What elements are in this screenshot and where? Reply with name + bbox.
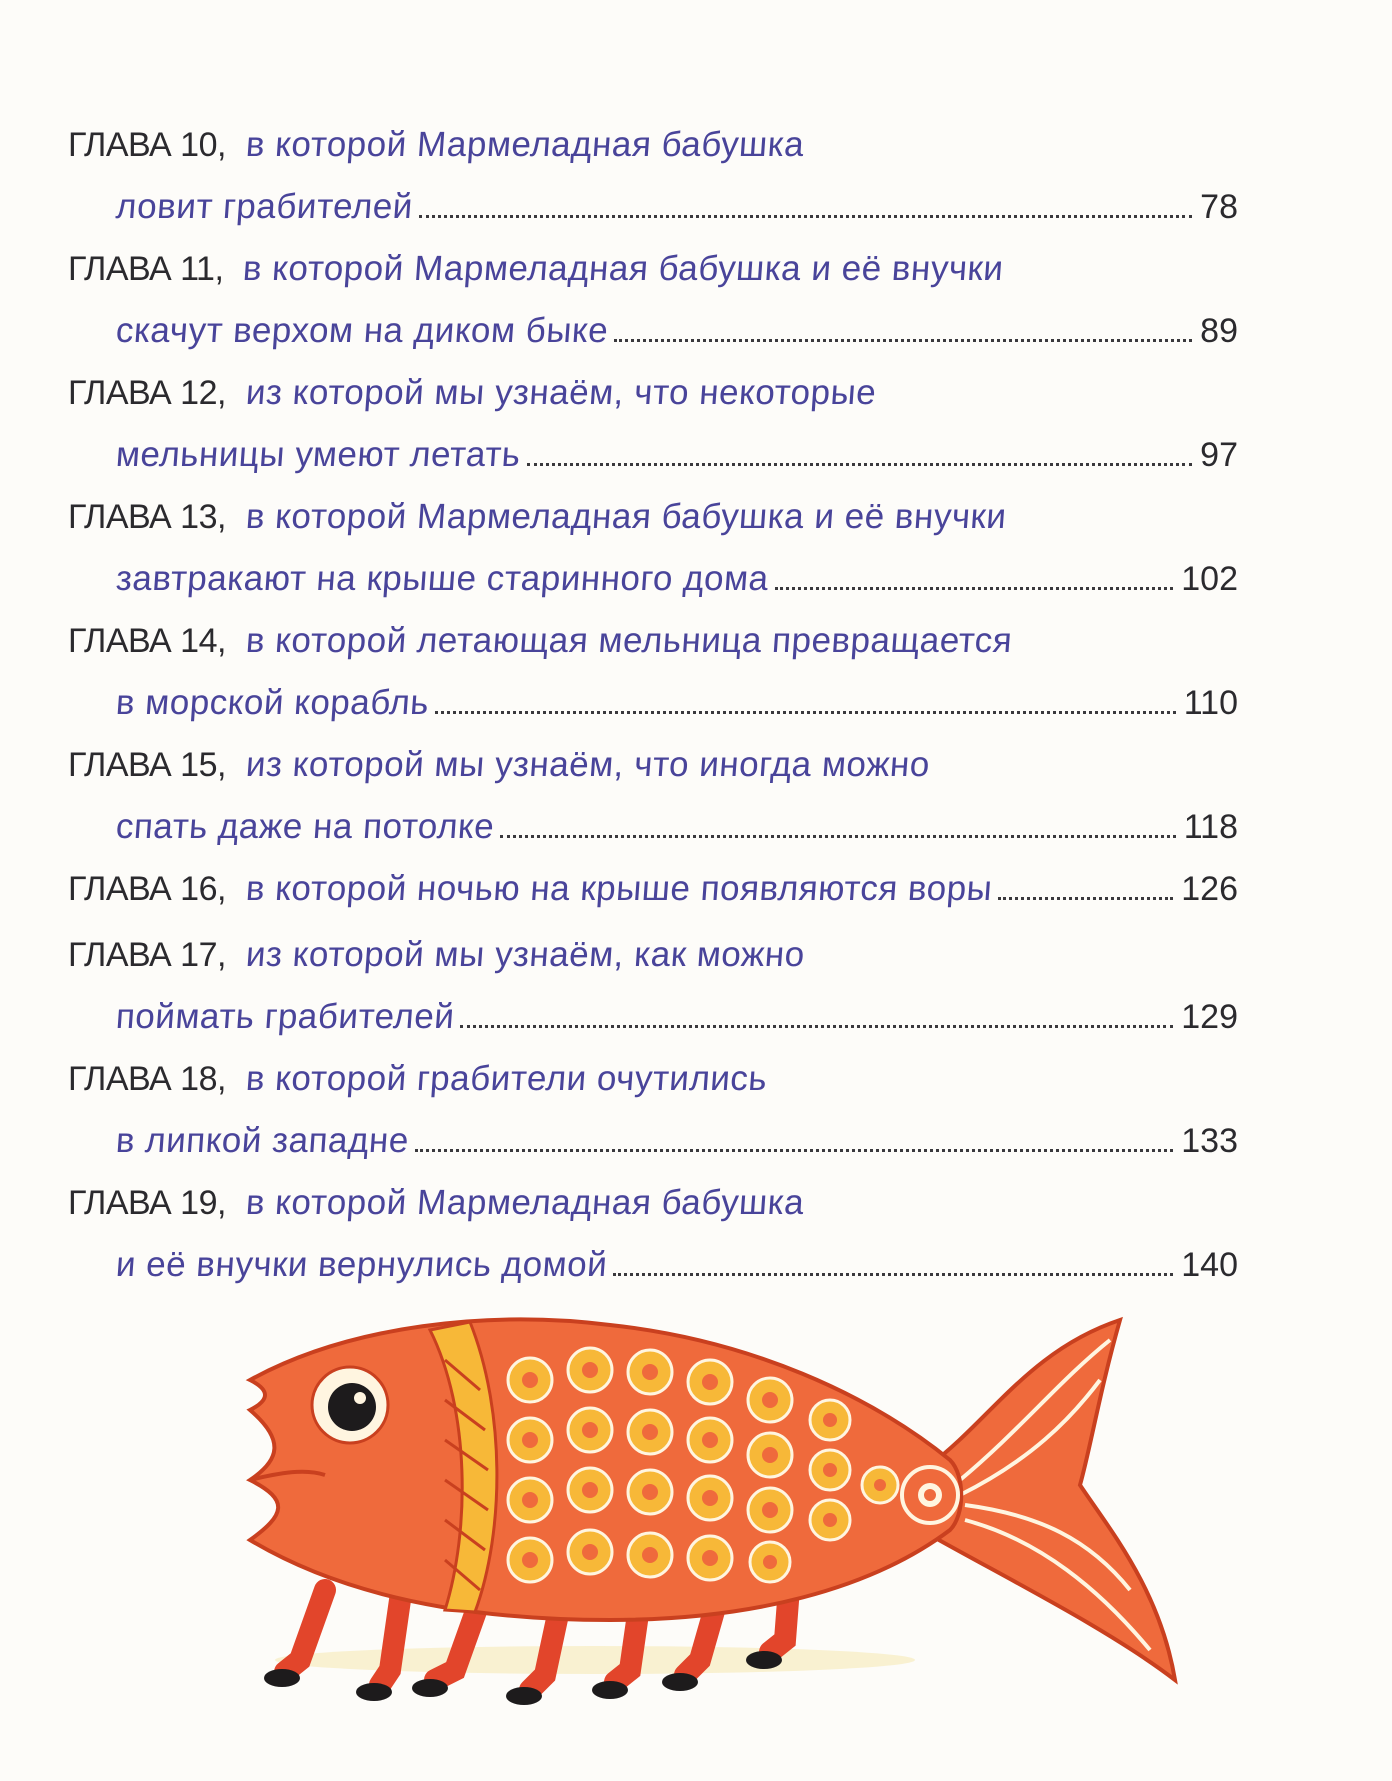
chapter-title-line1: в которой Мармеладная бабушка	[244, 1183, 806, 1222]
dot-leader	[527, 463, 1193, 466]
table-of-contents	[68, 112, 1238, 1294]
chapter-number: ГЛАВА 14,	[68, 622, 226, 660]
chapter-title-line2: и её внучки вернулись домой	[114, 1245, 609, 1284]
dot-leader	[460, 1025, 1173, 1028]
toc-entry-17	[68, 922, 1238, 1046]
chapter-title-line1: в которой летающая мельница превращается	[244, 621, 1014, 660]
chapter-title-line2: скачут верхом на диком быке	[114, 311, 610, 350]
chapter-title-line1: из которой мы узнаём, что иногда можно	[244, 745, 932, 784]
page-number: 97	[1200, 436, 1238, 474]
chapter-title-line2: в липкой западне	[114, 1121, 411, 1160]
chapter-number: ГЛАВА 13,	[68, 498, 226, 536]
chapter-number: ГЛАВА 11,	[68, 250, 224, 288]
chapter-number: ГЛАВА 19,	[68, 1184, 226, 1222]
dot-leader	[614, 339, 1192, 342]
dot-leader	[775, 587, 1174, 590]
chapter-title-line1: в которой грабители очутились	[244, 1059, 769, 1098]
dot-leader	[415, 1149, 1173, 1152]
chapter-title-line2: мельницы умеют летать	[114, 435, 522, 474]
chapter-number: ГЛАВА 16,	[68, 870, 226, 908]
chapter-title-line2: поймать грабителей	[114, 997, 456, 1036]
toc-entry-19	[68, 1170, 1238, 1294]
chapter-title-line1: в которой Мармеладная бабушка и её внучки	[244, 497, 1008, 536]
page-number: 78	[1200, 188, 1238, 226]
chapter-title-line2: завтракают на крыше старинного дома	[114, 559, 771, 598]
dot-leader	[435, 711, 1176, 714]
page-number: 126	[1181, 870, 1238, 908]
toc-entry-12	[68, 360, 1238, 484]
page-number: 129	[1181, 998, 1238, 1036]
walking-fish-illustration	[230, 1300, 1180, 1720]
toc-entry-18	[68, 1046, 1238, 1170]
fish-tail	[930, 1320, 1175, 1680]
chapter-title-line1: в которой Мармеладная бабушка и её внучки	[242, 249, 1006, 288]
page-number: 89	[1200, 312, 1238, 350]
toc-entry-16	[68, 856, 1238, 922]
toc-entry-14	[68, 608, 1238, 732]
page-number: 118	[1183, 808, 1238, 846]
dot-leader	[419, 215, 1192, 218]
fish-eye	[312, 1367, 388, 1443]
dot-leader	[500, 835, 1176, 838]
chapter-number: ГЛАВА 10,	[68, 126, 226, 164]
chapter-number: ГЛАВА 17,	[68, 936, 226, 974]
toc-entry-10	[68, 112, 1238, 236]
chapter-title-line1: из которой мы узнаём, что некоторые	[244, 373, 878, 412]
page-number: 133	[1181, 1122, 1238, 1160]
chapter-title-line2: спать даже на потолке	[114, 807, 496, 846]
dot-leader	[613, 1273, 1173, 1276]
dot-leader	[998, 897, 1173, 900]
chapter-title-line1: в которой Мармеладная бабушка	[244, 125, 806, 164]
chapter-number: ГЛАВА 15,	[68, 746, 226, 784]
chapter-title-line1: из которой мы узнаём, как можно	[244, 935, 807, 974]
page-number: 140	[1181, 1246, 1238, 1284]
page-number: 110	[1183, 684, 1238, 722]
chapter-title-line1: в которой ночью на крыше появляются воры	[244, 869, 994, 908]
fish-tail-knob	[902, 1467, 958, 1523]
chapter-title-line2: ловит грабителей	[114, 187, 415, 226]
chapter-title-line2: в морской корабль	[114, 683, 431, 722]
chapter-number: ГЛАВА 18,	[68, 1060, 226, 1098]
toc-entry-11	[68, 236, 1238, 360]
page-number: 102	[1181, 560, 1238, 598]
toc-entry-13	[68, 484, 1238, 608]
toc-entry-15	[68, 732, 1238, 856]
chapter-number: ГЛАВА 12,	[68, 374, 226, 412]
